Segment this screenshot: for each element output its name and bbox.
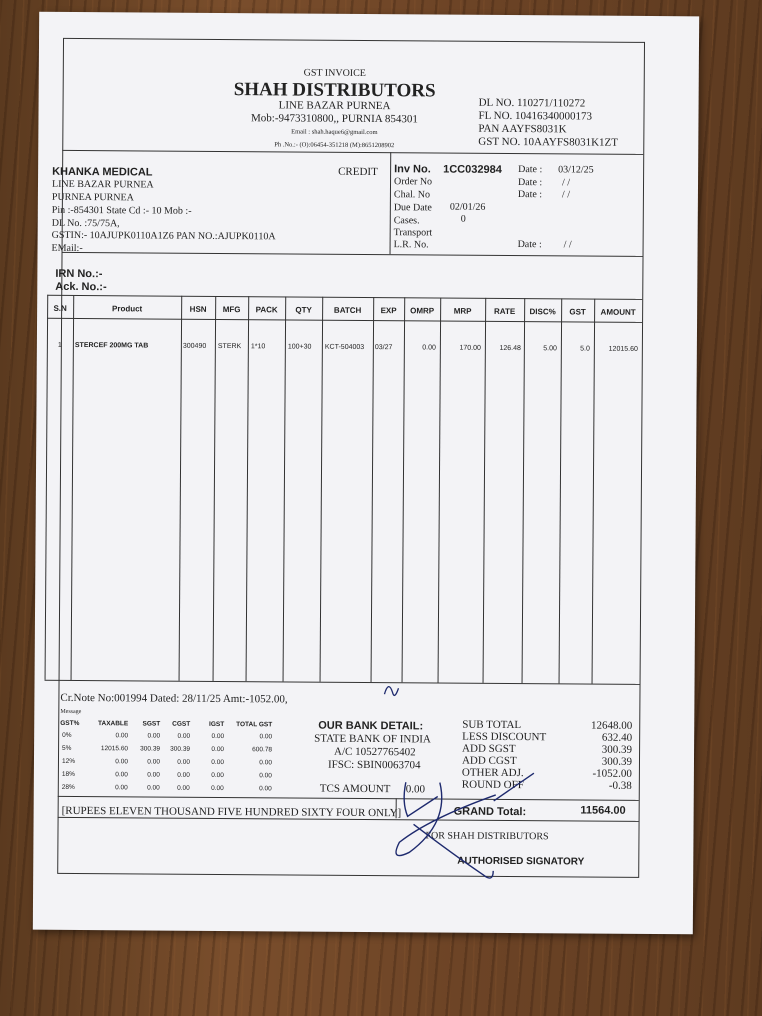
col-header-exp: EXP: [380, 306, 397, 316]
total-value: 300.39: [601, 743, 633, 756]
total-value: 12648.00: [590, 719, 633, 732]
gst-cell: 0.00: [177, 784, 190, 792]
gst-summary-row: [60, 771, 300, 783]
total-value: -0.38: [608, 779, 632, 792]
inv-number: 1CC032984: [443, 163, 502, 176]
gst-cell: 12015.60: [100, 745, 129, 753]
invoice-paper: [33, 12, 699, 935]
company-gst: GST NO. 10AAYFS8031K1ZT: [478, 135, 619, 149]
gst-cell: 18%: [61, 770, 75, 778]
buyer-address-2: PURNEA PURNEA: [51, 191, 134, 204]
total-label: LESS DISCOUNT: [462, 730, 547, 744]
col-header-sn: S.N: [53, 303, 67, 313]
col-header-gst: GST: [569, 307, 586, 317]
col-header-pack: PACK: [255, 305, 278, 315]
gst-cell: 28%: [61, 783, 75, 791]
order-date-label: Date :: [517, 177, 543, 189]
due-label: Due Date: [393, 202, 432, 214]
amount-in-words: [RUPEES ELEVEN THOUSAND FIVE HUNDRED SIXTY FOUR ONLY]: [61, 804, 402, 820]
total-label: ADD CGST: [461, 754, 517, 768]
gst-cell: 0.00: [259, 759, 272, 767]
total-label: ROUND OFF: [461, 778, 524, 792]
cases-label: Cases.: [393, 215, 420, 227]
gst-cell: 0.00: [211, 745, 225, 754]
col-header-batch: BATCH: [333, 305, 362, 315]
signature-scribble: [373, 674, 594, 886]
gst-cell: 0.00: [211, 784, 224, 793]
gst-cell: 0.00: [147, 784, 160, 792]
bank-ifsc: IFSC: SBIN0063704: [327, 758, 421, 772]
item-omrp: 0.00: [422, 344, 436, 352]
buyer-dl: DL No. :75/75A,: [51, 217, 120, 230]
item-pack: 1*10: [250, 343, 266, 351]
gst-cell: 0.00: [177, 758, 191, 766]
gst-col-igst: IGST: [209, 720, 225, 729]
gst-cell: 600.78: [252, 746, 273, 754]
gst-cell: 0%: [62, 731, 72, 739]
total-value: 632.40: [601, 731, 633, 744]
gst-col-cgst: CGST: [172, 720, 191, 728]
payment-mode: CREDIT: [338, 165, 378, 179]
gst-cell: 0.00: [177, 771, 190, 779]
gst-cell: 0.00: [115, 758, 129, 766]
gst-cell: 300.39: [170, 745, 191, 753]
authorised-signatory: AUTHORISED SIGNATORY: [457, 855, 585, 868]
order-label: Order No: [393, 176, 433, 188]
item-qty: 100+30: [287, 343, 312, 351]
gst-cell: 0.00: [147, 771, 160, 779]
buyer-name: KHANKA MEDICAL: [52, 165, 153, 179]
due-date: 02/01/26: [449, 201, 486, 213]
item-batch: KCT-504003: [324, 343, 365, 351]
col-header-amount: AMOUNT: [600, 307, 636, 317]
item-exp: 03/27: [374, 344, 393, 352]
company-mobile: Mob:-9473310800,, PURNIA 854301: [251, 112, 418, 126]
item-mrp: 170.00: [459, 344, 481, 352]
grand-total-value: 11564.00: [580, 804, 626, 817]
gst-cell: 0.00: [115, 771, 128, 779]
inv-date: 03/12/25: [558, 164, 594, 176]
chal-date: / /: [561, 189, 571, 201]
col-header-mfg: MFG: [222, 304, 241, 315]
gst-cell: 0.00: [177, 732, 191, 740]
credit-note: Cr.Note No:001994 Dated: 28/11/25 Amt:-1052.00,: [60, 691, 288, 706]
buyer-pin: Pin :-854301 State Cd :- 10 Mob :-: [51, 204, 192, 217]
transport-label: Transport: [393, 227, 433, 239]
item-amount: 12015.60: [608, 345, 638, 353]
gst-cell: 5%: [62, 744, 72, 752]
gst-col-total: TOTAL GST: [236, 721, 273, 729]
tcs-value: 0.00: [405, 783, 426, 796]
col-header-hsn: HSN: [189, 304, 207, 314]
total-label: OTHER ADJ.: [461, 766, 524, 780]
gst-cell: 0.00: [211, 771, 224, 780]
table-edge: [45, 295, 49, 680]
chal-label: Chal. No: [393, 189, 431, 201]
item-product: STERCEF 200MG TAB: [74, 341, 149, 350]
gst-summary-row: [60, 758, 300, 770]
gst-cell: 0.00: [147, 732, 161, 740]
col-header-mrp: MRP: [453, 306, 472, 316]
gst-cell: 0.00: [259, 772, 272, 780]
company-address: LINE BAZAR PURNEA: [278, 99, 391, 113]
total-label: ADD SGST: [462, 742, 516, 756]
col-header-disc: DISC%: [529, 307, 556, 317]
company-name: SHAH DISTRIBUTORS: [233, 79, 436, 102]
lr-date-label: Date :: [517, 239, 542, 251]
item-mfg: STERK: [217, 342, 242, 351]
fl-number: FL NO. 10416340000173: [478, 109, 593, 123]
item-rate: 126.48: [499, 344, 521, 353]
gst-cell: 300.39: [140, 745, 161, 753]
gst-cell: 12%: [61, 757, 76, 765]
col-header-rate: RATE: [494, 306, 516, 317]
total-value: 300.39: [601, 755, 633, 768]
bank-name: STATE BANK OF INDIA: [314, 732, 431, 746]
gst-cell: 0.00: [115, 784, 128, 792]
col-header-qty: QTY: [295, 305, 312, 315]
inv-label: Inv No.: [394, 163, 431, 176]
item-sn: 1: [57, 341, 62, 349]
company-pan: PAN AAYFS8031K: [478, 122, 567, 136]
chal-date-label: Date :: [517, 189, 543, 201]
gst-summary-row: [60, 745, 300, 757]
gst-cell: 0.00: [259, 785, 272, 793]
total-value: -1052.00: [592, 767, 632, 780]
buyer-email: EMail:-: [51, 242, 83, 255]
message-label: Message: [60, 708, 82, 716]
item-hsn: 300490: [182, 342, 207, 350]
gst-cell: 0.00: [211, 758, 224, 767]
item-gst: 5.0: [580, 345, 590, 353]
gst-cell: 0.00: [259, 733, 273, 741]
gst-summary-row: [60, 732, 300, 744]
doc-type: GST INVOICE: [303, 67, 366, 79]
item-disc: 5.00: [543, 345, 557, 353]
dl-number: DL NO. 110271/110272: [478, 96, 586, 110]
for-company: FOR SHAH DISTRIBUTORS: [425, 830, 549, 843]
company-phone: Ph .No.:- (O):06454-351218 (M):8651208902: [274, 141, 395, 150]
order-date: / /: [561, 177, 571, 189]
lr-date: / /: [563, 239, 572, 251]
gst-summary-header: [60, 720, 300, 732]
gst-summary-row: [60, 784, 300, 796]
lr-label: L.R. No.: [393, 239, 429, 251]
gst-cell: 0.00: [211, 732, 225, 741]
gst-cell: 0.00: [147, 758, 161, 766]
company-email: Email : shah.haque6@gmail.com: [291, 128, 378, 137]
cases-value: 0: [460, 213, 466, 225]
bank-account: A/C 10527765402: [334, 745, 416, 759]
buyer-address-1: LINE BAZAR PURNEA: [51, 178, 154, 191]
total-label: SUB TOTAL: [462, 718, 522, 732]
ack-label: Ack. No.:-: [55, 280, 107, 294]
inv-date-label: Date :: [518, 164, 543, 176]
buyer-gstin: GSTIN:- 10AJUPK0110A1Z6 PAN NO.:AJUPK0110A: [51, 229, 276, 243]
gst-cell: 0.00: [115, 732, 129, 740]
col-header-omrp: OMRP: [410, 306, 435, 316]
tcs-label: TCS AMOUNT: [319, 782, 391, 796]
grand-total-label: GRAND Total:: [453, 805, 527, 819]
gst-col-taxable: TAXABLE: [98, 720, 129, 728]
gst-col-sgst: SGST: [142, 720, 161, 728]
gst-col-rate: GST%: [60, 719, 80, 728]
bank-title: OUR BANK DETAIL:: [318, 719, 424, 733]
irn-label: IRN No.:-: [55, 267, 103, 281]
col-header-product: Product: [111, 304, 143, 314]
